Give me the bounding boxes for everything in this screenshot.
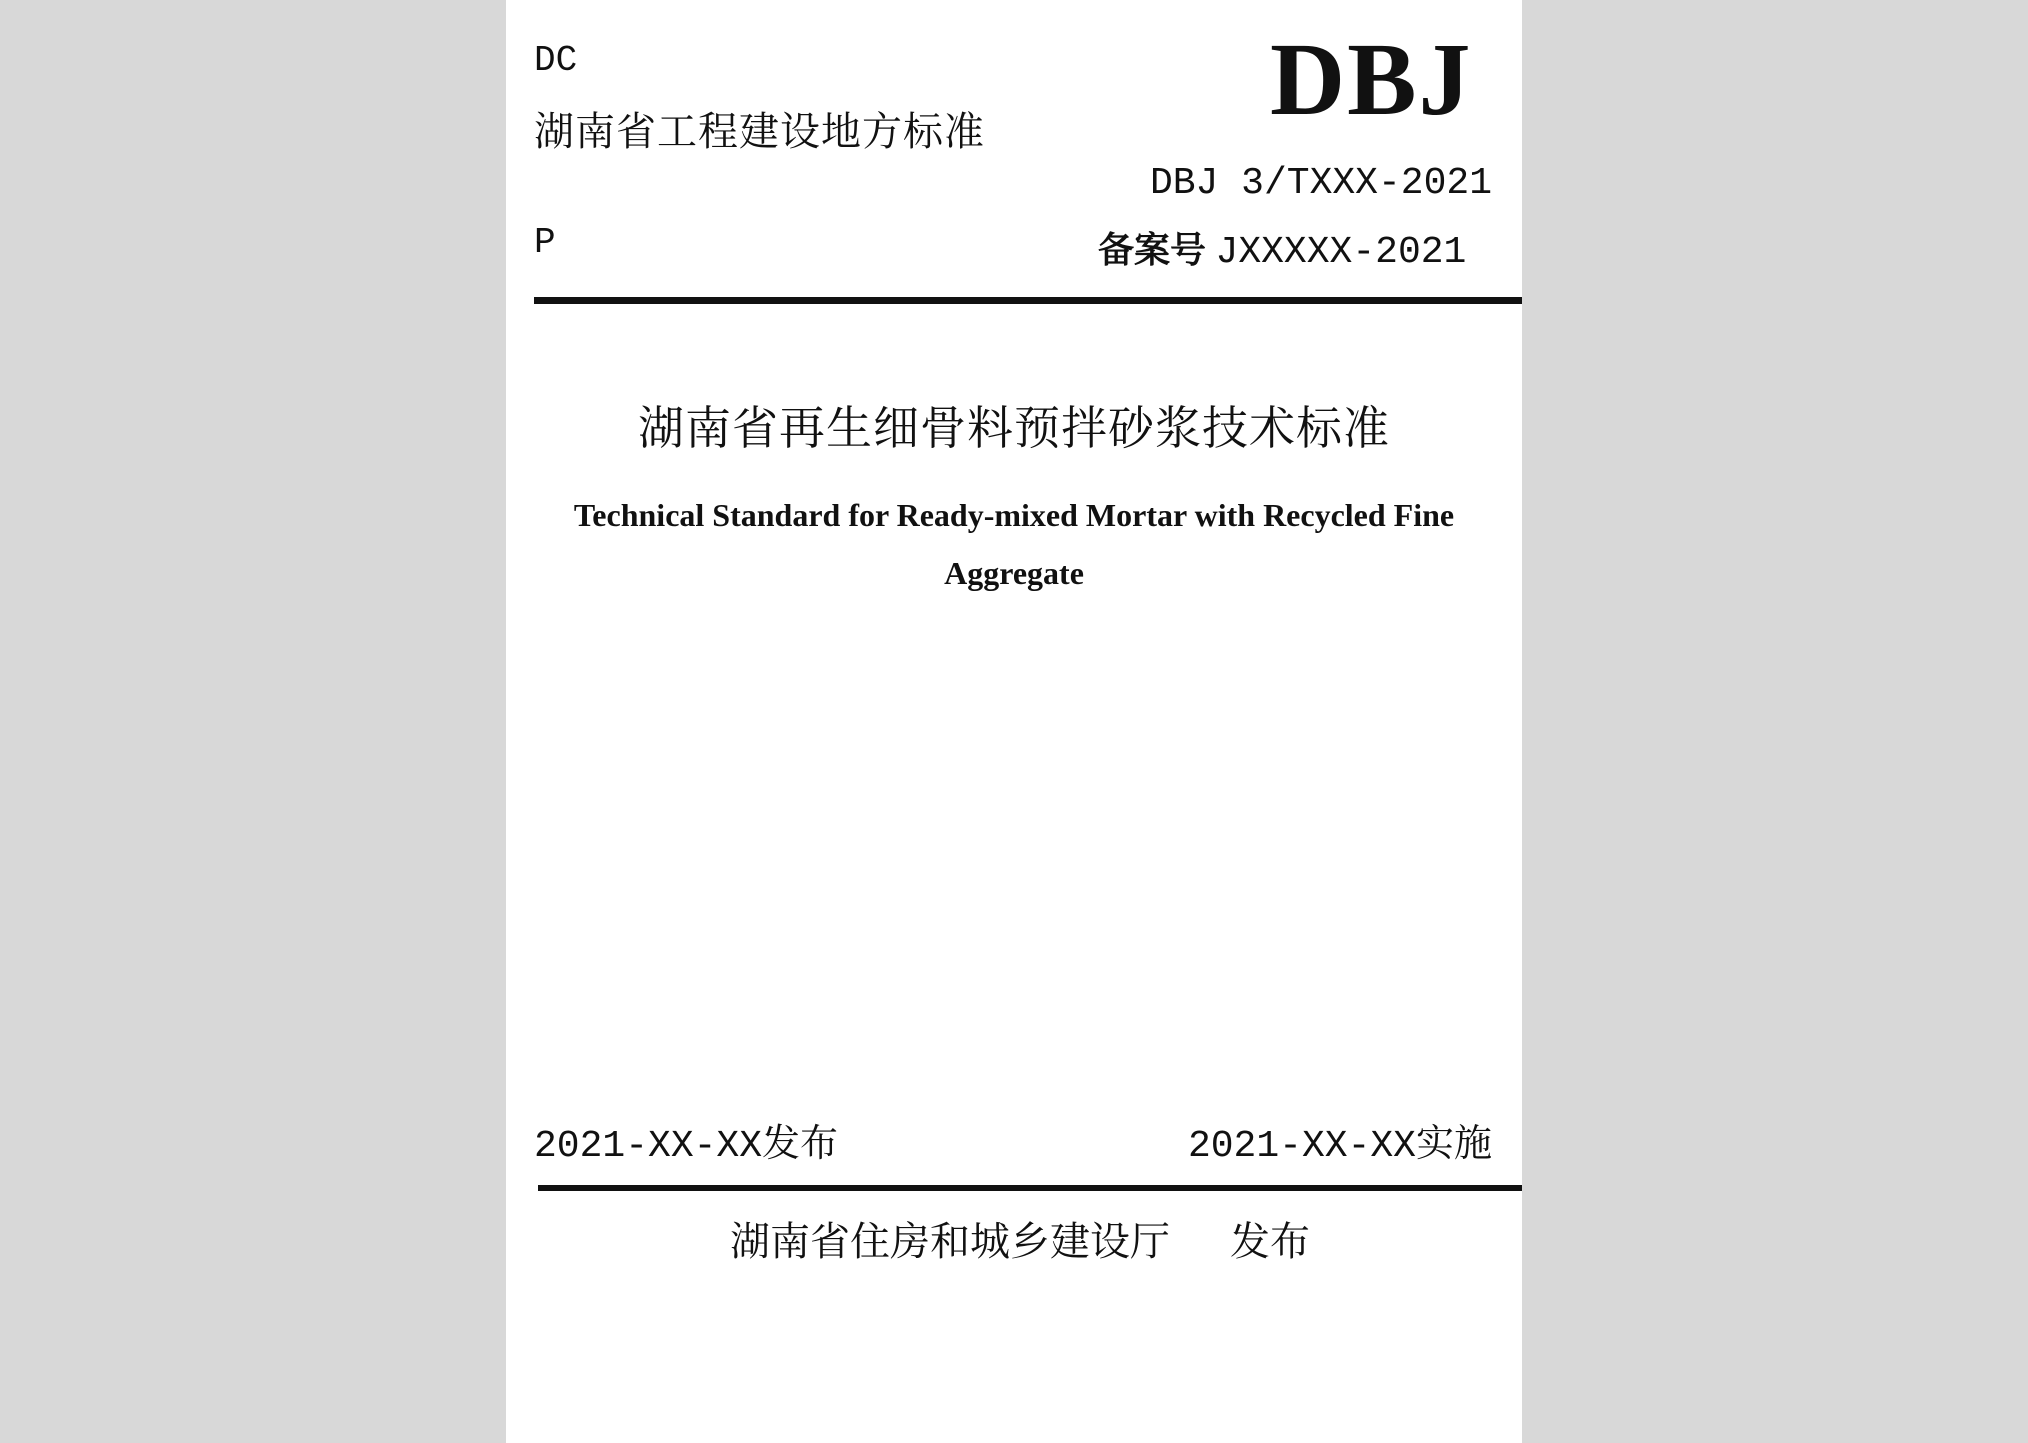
document-page bbox=[506, 0, 1522, 1443]
classification-dc: DC bbox=[534, 40, 578, 81]
dbj-logo: DBJ bbox=[1270, 22, 1473, 137]
local-standard-label: 湖南省工程建设地方标准 bbox=[534, 109, 985, 155]
title-english: Technical Standard for Ready-mixed Mortar with Recycled Fine Aggregate bbox=[573, 497, 1455, 591]
title-chinese: 湖南省再生细骨料预拌砂浆技术标准 bbox=[638, 401, 1390, 455]
implement-date: 2021-XX-XX bbox=[1187, 1125, 1416, 1168]
publish-label: 发布 bbox=[762, 1121, 839, 1165]
bottom-divider bbox=[538, 1185, 1522, 1191]
publisher-publish-label: 发布 bbox=[1230, 1219, 1310, 1265]
publisher-line bbox=[730, 1210, 1310, 1267]
standard-code: DBJ 3/TXXX-2021 bbox=[1149, 162, 1492, 205]
record-number-line bbox=[1098, 222, 1466, 274]
top-divider bbox=[534, 297, 1522, 304]
record-number: JXXXXX-2021 bbox=[1215, 231, 1467, 274]
implement-label: 实施 bbox=[1415, 1121, 1492, 1165]
implement-date-line bbox=[1188, 1112, 1492, 1168]
record-label: 备案号 bbox=[1098, 230, 1207, 271]
classification-p: P bbox=[534, 222, 556, 263]
publisher-name: 湖南省住房和城乡建设厅 bbox=[730, 1219, 1170, 1265]
publish-date-line bbox=[534, 1112, 838, 1168]
publish-date: 2021-XX-XX bbox=[534, 1125, 763, 1168]
